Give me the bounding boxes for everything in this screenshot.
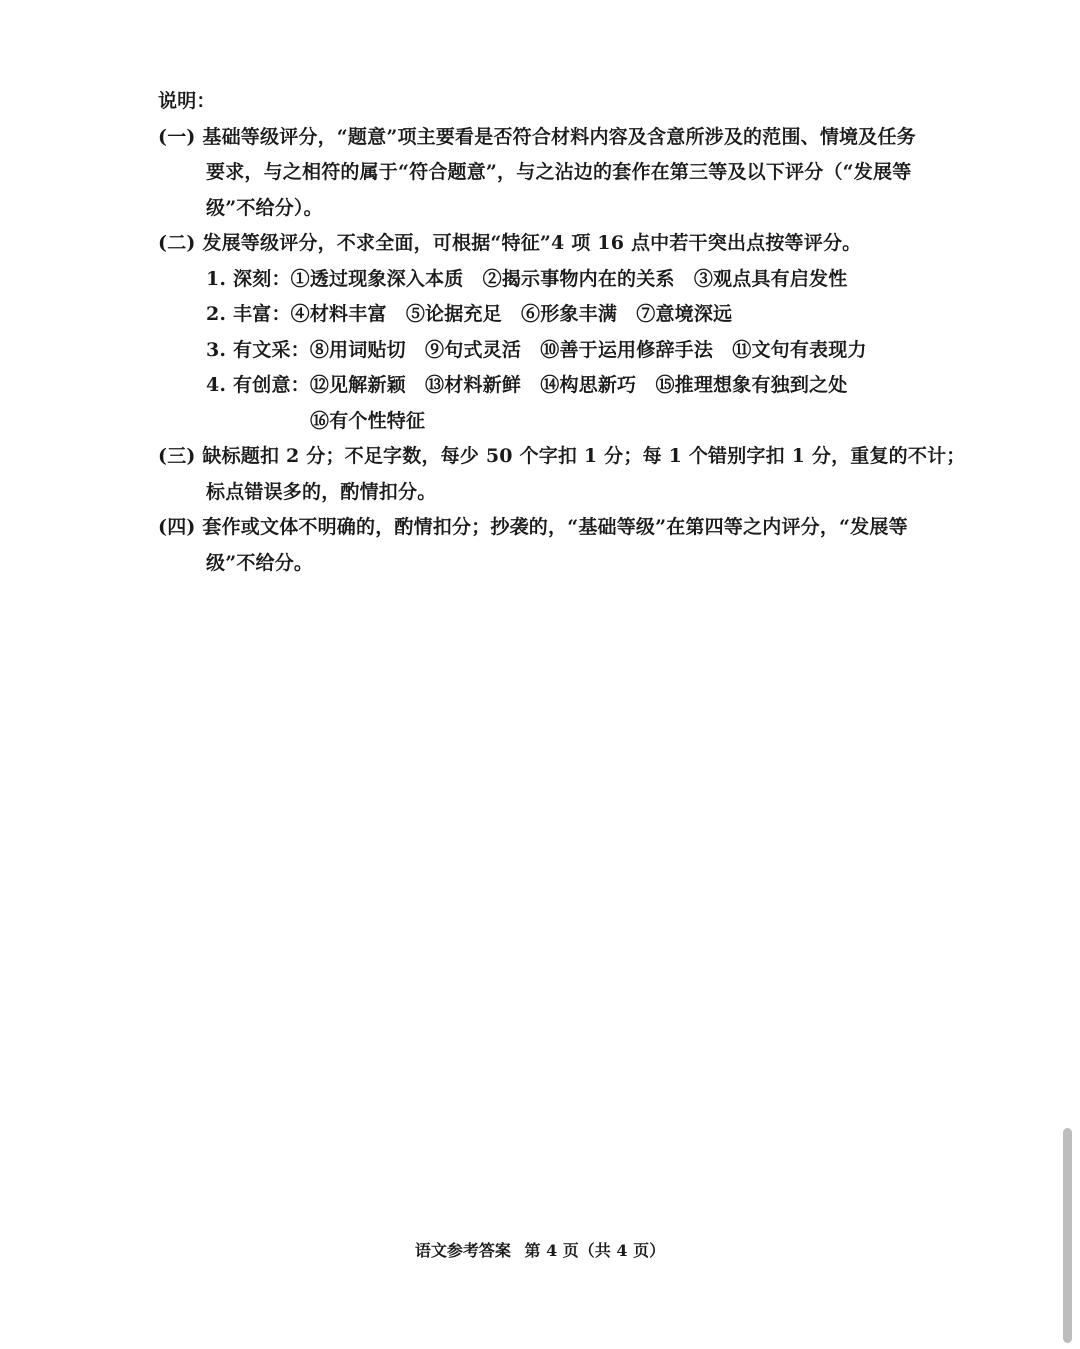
- section-3-line-1: (三) 缺标题扣 2 分；不足字数，每少 50 个字扣 1 分；每 1 个错别字扣 1 分，重复的不计；: [158, 445, 966, 467]
- section-1: [158, 120, 938, 227]
- section-3: [158, 439, 966, 510]
- footer-page-number: 第 4 页（共 4 页）: [524, 1241, 666, 1260]
- section-2-item-4: 4. 有创意：⑫见解新颖 ⑬材料新鲜 ⑭构思新巧 ⑮推理想象有独到之处: [206, 374, 848, 396]
- section-2-item-3: 3. 有文采：⑧用词贴切 ⑨句式灵活 ⑩善于运用修辞手法 ⑪文句有表现力: [206, 338, 867, 361]
- section-2-item-1: 1. 深刻：①透过现象深入本质 ②揭示事物内在的关系 ③观点具有启发性: [206, 267, 848, 290]
- section-2: [158, 226, 938, 439]
- section-2-line-1: (二) 发展等级评分，不求全面，可根据“特征”4 项 16 点中若干突出点按等评分。: [158, 232, 862, 254]
- section-1-line-2: 要求，与之相符的属于“符合题意”，与之沾边的套作在第三等及以下评分（“发展等: [206, 161, 912, 183]
- scrollbar-thumb[interactable]: [1063, 1128, 1072, 1343]
- section-2-item-2: 2. 丰富：④材料丰富 ⑤论据充足 ⑥形象丰满 ⑦意境深远: [206, 303, 733, 325]
- footer-subject: 语文参考答案: [414, 1241, 511, 1260]
- section-3-line-2: 标点错误多的，酌情扣分。: [206, 480, 437, 503]
- section-1-line-1: (一) 基础等级评分，“题意”项主要看是否符合材料内容及含意所涉及的范围、情境及任务: [158, 125, 916, 148]
- document-body: [158, 84, 966, 581]
- section-4-line-1: (四) 套作或文体不明确的，酌情扣分；抄袭的，“基础等级”在第四等之内评分，“发展等: [158, 516, 908, 538]
- section-4-line-2: 级”不给分。: [206, 551, 314, 574]
- section-1-line-3: 级”不给分）。: [206, 196, 323, 219]
- section-4: [158, 510, 938, 581]
- heading: 说明：: [158, 90, 216, 112]
- section-2-item-4-cont: ⑯有个性特征: [310, 409, 426, 432]
- page-footer: [0, 1238, 1080, 1261]
